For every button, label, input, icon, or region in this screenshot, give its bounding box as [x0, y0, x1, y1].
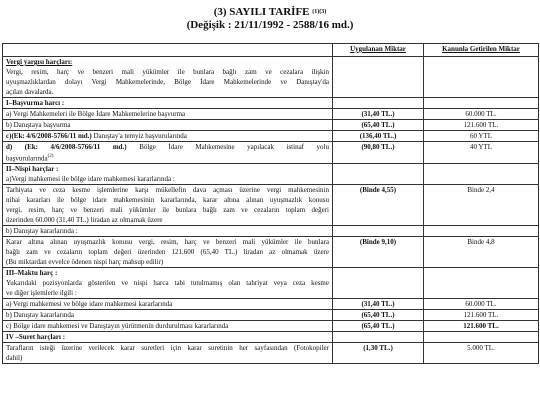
- basvurma-heading: I–Başvurma harcı :: [6, 99, 65, 107]
- row-label: a) Vergi Mahkemeleri ile Bölge İdare Mahkemelerine başvurma: [3, 109, 333, 120]
- table-row: [3, 332, 539, 343]
- suret-heading: IV –Suret harçları :: [6, 333, 66, 342]
- applied-amount: (31,40 TL.): [333, 299, 424, 310]
- table-row: [3, 185, 539, 226]
- header-legal-amount: Kanunla Getirilen Miktar: [424, 44, 539, 57]
- text-line: dahil): [6, 354, 23, 363]
- empty-cell: [424, 98, 539, 109]
- empty-cell: [424, 268, 539, 299]
- amendment-ref: c)(Ek: 4/6/2008-5766/11 md.): [6, 132, 92, 140]
- section-heading-cell: [3, 332, 333, 343]
- applied-amount: (Binde 4,55): [333, 185, 424, 226]
- text-line: nihai kararları ile bölge idare mahkemesinin kararlarında, karar altına alınan uyuşmazlık konusu: [6, 196, 329, 205]
- section-heading-cell: [3, 98, 333, 109]
- empty-cell: [424, 226, 539, 237]
- header-applied-amount: Uygulanan Miktar: [333, 44, 424, 57]
- section-heading-cell: [3, 164, 333, 185]
- table-row: [3, 310, 539, 321]
- text-line: bağlı zam ve cezaların toplam değeri üzerinden 121.600 (65,40 TL.) liradan az olmamak üzere: [6, 248, 329, 257]
- table-row: [3, 237, 539, 268]
- text-line: ve diğer işlemlerle ilgili :: [6, 289, 77, 298]
- empty-cell: [424, 57, 539, 98]
- table-row: [3, 321, 539, 332]
- row-label-line: [6, 152, 329, 163]
- empty-cell: [424, 332, 539, 343]
- text-line: (Bu miktardan evvelce ödenen nispi harç mahsup edilir): [6, 258, 164, 267]
- legal-amount: 40 YTL: [424, 142, 539, 164]
- applied-amount: (65,40 TL.): [333, 321, 424, 332]
- table-row: [3, 131, 539, 142]
- footnote-ref: (2): [47, 154, 54, 159]
- nispi-b-text: [3, 237, 333, 268]
- legal-amount: 60 YTL: [424, 131, 539, 142]
- legal-amount: Binde 2,4: [424, 185, 539, 226]
- section-heading: Vergi yargısı harçları:: [6, 58, 73, 66]
- text-line: vergi, resim, harç ve benzeri mali yükümler ile bunlara bağlı zam ve cezaların toplam değeri: [6, 206, 329, 215]
- row-label: a) Vergi mahkemesi ve bölge idare mahkemesi kararlarında: [3, 299, 333, 310]
- vergi-yargisi-intro: [3, 57, 333, 98]
- document-subtitle: (Değişik : 21/11/1992 - 2588/16 md.): [186, 19, 354, 31]
- maktu-heading: III–Maktu harç :: [6, 269, 58, 278]
- legal-amount: 60.000 TL.: [424, 109, 539, 120]
- legal-amount: 121.600 TL.: [424, 321, 539, 332]
- title-footnote-ref: (1)(3): [312, 9, 327, 15]
- nispi-b-heading: b) Danıştay kararlarında :: [6, 227, 78, 236]
- table-header-row: [3, 44, 539, 57]
- document-title: [0, 6, 540, 18]
- empty-cell: [333, 164, 424, 185]
- table-row: [3, 98, 539, 109]
- empty-cell: [333, 57, 424, 98]
- nispi-a-heading: a)Vergi mahkemesi ile bölge idare mahkemesi kararlarında :: [6, 175, 175, 184]
- table-row: [3, 299, 539, 310]
- nispi-heading: II–Nispi harçlar :: [6, 165, 59, 174]
- intro-line: Vergi, resim, harç ve benzeri mali yükümler ile bunlara bağlı zam ve cezalara ilişkin: [6, 68, 329, 76]
- tariff-table: [2, 43, 539, 364]
- table-row: [3, 343, 539, 364]
- row-label-text: Danıştay'a temyiz başvurularında: [91, 132, 187, 140]
- row-label: c) Bölge idare mahkemesi ve Danıştayın yürütmenin durdurulması kararlarında: [3, 321, 333, 332]
- legal-amount: 5.000 TL.: [424, 343, 539, 364]
- row-label-text: Bölge İdare Mahkemesine yapılacak istinaf yolu: [126, 143, 329, 151]
- applied-amount: (65,40 TL.): [333, 310, 424, 321]
- applied-amount: (Binde 9,10): [333, 237, 424, 268]
- row-label: b) Danıştaya başvurma: [3, 120, 333, 131]
- row-label: b) Danıştay kararlarında: [3, 310, 333, 321]
- table-row: [3, 120, 539, 131]
- header-empty-cell: [3, 44, 333, 57]
- suret-text: [3, 343, 333, 364]
- text-line: Karar altına alınan uyuşmazlık konusu vergi, resim, harç ve benzeri mali yükümler ile bunlara: [6, 238, 329, 247]
- row-label-text: başvurularında: [6, 154, 48, 163]
- title-main: (3) SAYILI TARİFE: [213, 6, 310, 18]
- table-row: [3, 57, 539, 98]
- empty-cell: [424, 164, 539, 185]
- maktu-intro: [3, 268, 333, 299]
- amendment-ref: d) (Ek: 4/6/2008-5766/11 md.): [6, 143, 127, 151]
- applied-amount: (1,30 TL.): [333, 343, 424, 364]
- text-line: Tarafların isteği üzerine verilecek karar suretleri için karar suretinin her sayfasından (Fotokopiler: [6, 344, 329, 353]
- applied-amount: (31,40 TL.): [333, 109, 424, 120]
- empty-cell: [333, 226, 424, 237]
- text-line: Yukarıdaki pozisyonlarda gösterilen ve nispi harca tabi tutulmamış olan tahriyat veya ceza kesme: [6, 279, 329, 288]
- legal-amount: 121.600 TL.: [424, 120, 539, 131]
- intro-line: açılan davalarda.: [6, 88, 54, 96]
- table-row: [3, 226, 539, 237]
- table-row: [3, 164, 539, 185]
- row-label: [3, 142, 333, 164]
- legal-amount: 60.000 TL.: [424, 299, 539, 310]
- empty-cell: [333, 332, 424, 343]
- legal-amount: Binde 4,8: [424, 237, 539, 268]
- legal-amount: 121.600 TL.: [424, 310, 539, 321]
- intro-line: uyuşmazlıklardan dolayı Vergi Mahkemelerinde, Bölge İdare Mahkemelerinde ve Danıştay'da: [6, 78, 329, 86]
- table-row: [3, 109, 539, 120]
- row-label: [3, 131, 333, 142]
- text-line: Tarhiyata ve ceza kesme işlemlerine karşı mükellefin dava açması üzerine vergi mahkemesinin: [6, 186, 329, 195]
- text-line: üzerinden 60.000 (31,40 TL.) liradan az olmamak üzere: [6, 216, 163, 225]
- nispi-b-heading-cell: [3, 226, 333, 237]
- empty-cell: [333, 98, 424, 109]
- nispi-a-text: [3, 185, 333, 226]
- table-row: [3, 142, 539, 164]
- row-label-line: [6, 142, 329, 152]
- applied-amount: (90,80 TL.): [333, 142, 424, 164]
- empty-cell: [333, 268, 424, 299]
- applied-amount: (136,40 TL.): [333, 131, 424, 142]
- applied-amount: (65,40 TL.): [333, 120, 424, 131]
- table-row: [3, 268, 539, 299]
